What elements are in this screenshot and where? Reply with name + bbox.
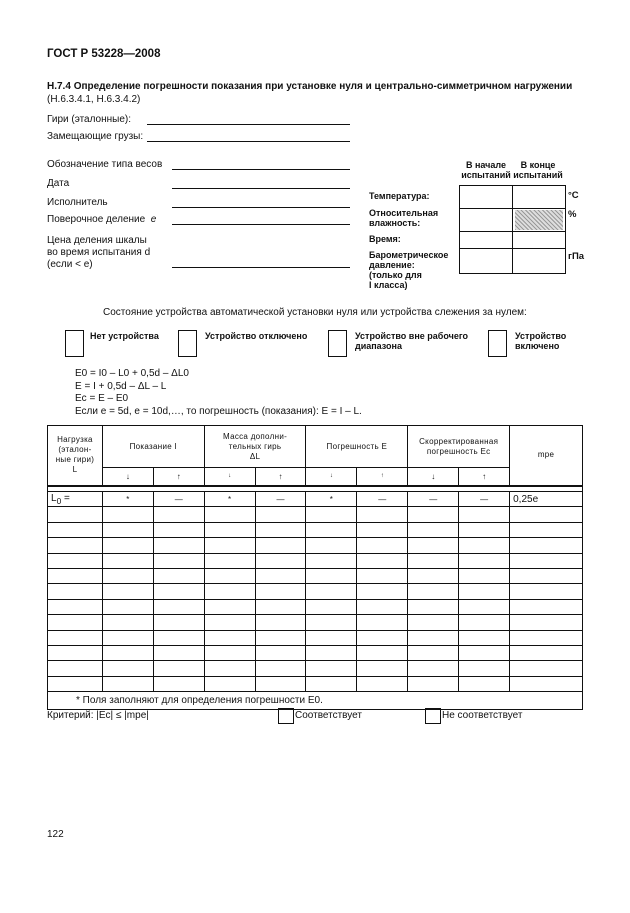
table-cell[interactable] <box>459 661 510 676</box>
env-cell[interactable] <box>513 232 566 249</box>
cell-dash: — <box>408 492 459 507</box>
table-cell[interactable] <box>255 553 306 568</box>
table-cell[interactable] <box>255 584 306 599</box>
opt-no-device: Нет устройства <box>90 331 159 341</box>
table-cell[interactable] <box>357 676 408 691</box>
arrow-up-icon: ↑ <box>357 468 408 486</box>
table-cell[interactable] <box>459 584 510 599</box>
table-cell[interactable] <box>357 568 408 583</box>
table-cell[interactable] <box>408 507 459 522</box>
table-cell[interactable] <box>357 507 408 522</box>
env-humidity-label: Относительная влажность: <box>369 208 439 228</box>
table-cell[interactable] <box>153 615 204 630</box>
checkbox-pass[interactable] <box>278 708 294 724</box>
table-cell[interactable] <box>357 615 408 630</box>
table-row <box>48 522 583 537</box>
formula-1: E0 = I0 – L0 + 0,5d – ΔL0 <box>75 368 189 379</box>
cell-asterisk[interactable]: * <box>102 492 153 507</box>
table-row <box>48 568 583 583</box>
header-mass: Масса дополни- тельных гирь ΔL <box>204 426 306 468</box>
table-cell[interactable] <box>102 522 153 537</box>
error-table <box>47 425 583 710</box>
table-cell[interactable] <box>153 661 204 676</box>
division-line[interactable] <box>172 267 350 268</box>
table-cell[interactable] <box>255 507 306 522</box>
formula-4: Если e = 5d, e = 10d,…, то погрешность (показания): E = I – L. <box>75 405 362 417</box>
table-cell[interactable] <box>408 630 459 645</box>
table-row <box>48 553 583 568</box>
table-cell[interactable] <box>204 645 255 660</box>
table-cell[interactable] <box>306 507 357 522</box>
table-cell[interactable] <box>255 645 306 660</box>
division-label: Цена деления шкалы во время испытания d (если < e) <box>47 235 151 270</box>
table-cell[interactable] <box>48 584 103 599</box>
table-cell[interactable] <box>102 645 153 660</box>
table-cell[interactable] <box>459 538 510 553</box>
substitute-line[interactable] <box>147 141 350 142</box>
table-cell[interactable] <box>153 507 204 522</box>
scale-type-line[interactable] <box>172 169 350 170</box>
env-unit-pres: гПа <box>568 251 585 262</box>
table-cell[interactable] <box>204 553 255 568</box>
env-table <box>459 185 566 274</box>
date-line[interactable] <box>172 188 350 189</box>
env-cell[interactable] <box>460 249 513 274</box>
table-cell[interactable] <box>510 615 583 630</box>
cell-dash: — <box>459 492 510 507</box>
formula-3: Ec = E – E0 <box>75 393 129 404</box>
table-cell[interactable] <box>357 599 408 614</box>
env-temperature-label: Температура: <box>369 191 430 201</box>
cell-l0[interactable]: $L_0$ = <box>48 492 103 507</box>
table-cell[interactable] <box>306 553 357 568</box>
table-cell[interactable] <box>153 599 204 614</box>
table-cell[interactable] <box>306 676 357 691</box>
table-cell[interactable] <box>255 630 306 645</box>
arrow-down-icon: ↓ <box>102 468 153 486</box>
table-row <box>48 630 583 645</box>
table-cell[interactable] <box>357 538 408 553</box>
criteria-fail-label: Не соответствует <box>442 710 523 721</box>
header-indication: Показание I <box>102 426 204 468</box>
cell-dash: — <box>153 492 204 507</box>
table-cell[interactable] <box>408 615 459 630</box>
weights-label: Гири (эталонные): <box>47 114 132 125</box>
criteria-label: Критерий: |Ec| ≤ |mpe| <box>47 710 149 721</box>
table-cell[interactable] <box>102 676 153 691</box>
table-cell[interactable] <box>459 522 510 537</box>
checkbox-device-off[interactable] <box>178 330 197 357</box>
table-cell[interactable] <box>153 538 204 553</box>
hatched-cell <box>515 210 563 230</box>
table-cell[interactable] <box>306 584 357 599</box>
table-cell[interactable] <box>153 630 204 645</box>
table-cell[interactable] <box>48 507 103 522</box>
table-cell[interactable] <box>510 661 583 676</box>
table-cell[interactable] <box>102 599 153 614</box>
verification-interval-line[interactable] <box>172 224 350 225</box>
table-cell[interactable] <box>204 661 255 676</box>
operator-line[interactable] <box>172 207 350 208</box>
env-pressure-label: Барометрическое давление: (только для I класса) <box>369 250 449 290</box>
cell-dash: — <box>255 492 306 507</box>
table-cell[interactable] <box>459 507 510 522</box>
opt-device-off: Устройство отключено <box>205 331 308 341</box>
table-cell[interactable] <box>204 507 255 522</box>
env-time-label: Время: <box>369 234 401 244</box>
table-cell[interactable] <box>408 645 459 660</box>
arrow-up-icon: ↑ <box>153 468 204 486</box>
table-cell[interactable] <box>357 522 408 537</box>
arrow-down-icon: ↓ <box>408 468 459 486</box>
table-cell[interactable] <box>153 676 204 691</box>
table-row <box>48 676 583 691</box>
cell-mpe-zero: 0,25e <box>510 492 583 507</box>
table-cell[interactable] <box>48 568 103 583</box>
table-cell[interactable] <box>204 630 255 645</box>
table-cell[interactable] <box>204 615 255 630</box>
env-unit-temp: °C <box>568 190 579 201</box>
table-cell[interactable] <box>48 615 103 630</box>
header-mpe: mpe <box>510 426 583 486</box>
header-load: Нагрузка (эталон- ные гири) L <box>48 426 103 486</box>
table-cell[interactable] <box>408 599 459 614</box>
table-cell[interactable] <box>204 584 255 599</box>
table-row <box>48 599 583 614</box>
section-number: Н.7.4 <box>47 81 71 92</box>
table-cell[interactable] <box>510 599 583 614</box>
table-cell[interactable] <box>357 630 408 645</box>
table-cell[interactable] <box>510 584 583 599</box>
arrow-down-icon: ↓ <box>204 468 255 486</box>
env-col-end: В конце испытаний <box>513 160 563 180</box>
env-col-start: В начале испытаний <box>461 160 511 180</box>
table-cell[interactable] <box>459 568 510 583</box>
table-cell[interactable] <box>102 615 153 630</box>
cell-dash: — <box>357 492 408 507</box>
formulas <box>75 368 362 418</box>
table-cell[interactable] <box>459 615 510 630</box>
table-cell[interactable] <box>48 676 103 691</box>
env-cell <box>513 209 566 232</box>
table-cell[interactable] <box>408 522 459 537</box>
table-cell[interactable] <box>153 522 204 537</box>
verification-interval-label: Поверочное деление e <box>47 214 157 225</box>
table-cell[interactable] <box>510 630 583 645</box>
operator-label: Исполнитель <box>47 197 108 208</box>
table-cell[interactable] <box>102 507 153 522</box>
table-cell[interactable] <box>204 522 255 537</box>
table-cell[interactable] <box>153 645 204 660</box>
section-refs: (Н.6.3.4.1, Н.6.3.4.2) <box>47 94 141 105</box>
table-cell[interactable] <box>255 538 306 553</box>
substitute-label: Замещающие грузы: <box>47 131 144 142</box>
table-cell[interactable] <box>306 630 357 645</box>
table-cell[interactable] <box>408 538 459 553</box>
table-cell[interactable] <box>357 645 408 660</box>
table-cell[interactable] <box>48 553 103 568</box>
table-cell[interactable] <box>48 538 103 553</box>
table-cell[interactable] <box>306 522 357 537</box>
env-unit-hum: % <box>568 209 577 220</box>
env-cell[interactable] <box>460 232 513 249</box>
table-cell[interactable] <box>408 676 459 691</box>
table-cell[interactable] <box>408 568 459 583</box>
weights-line[interactable] <box>147 124 350 125</box>
table-cell[interactable] <box>204 538 255 553</box>
table-cell[interactable] <box>459 599 510 614</box>
table-cell[interactable] <box>510 676 583 691</box>
table-cell[interactable] <box>459 676 510 691</box>
table-cell[interactable] <box>459 630 510 645</box>
table-cell[interactable] <box>357 553 408 568</box>
opt-device-on: Устройство включено <box>515 331 567 351</box>
section-title <box>47 80 582 106</box>
table-cell[interactable] <box>102 568 153 583</box>
table-cell[interactable] <box>306 661 357 676</box>
table-cell[interactable] <box>306 645 357 660</box>
table-cell[interactable] <box>102 661 153 676</box>
checkbox-fail[interactable] <box>425 708 441 724</box>
table-cell[interactable] <box>153 553 204 568</box>
arrow-up-icon: ↑ <box>255 468 306 486</box>
table-cell[interactable] <box>204 599 255 614</box>
table-cell[interactable] <box>408 584 459 599</box>
table-cell[interactable] <box>510 553 583 568</box>
table-cell[interactable] <box>153 584 204 599</box>
table-cell[interactable] <box>255 661 306 676</box>
table-cell[interactable] <box>255 615 306 630</box>
formula-2: E = I + 0,5d – ΔL – L <box>75 380 167 392</box>
opt-out-of-range: Устройство вне рабочего диапазона <box>355 331 468 351</box>
scale-type-label: Обозначение типа весов <box>47 159 163 170</box>
table-cell[interactable] <box>204 568 255 583</box>
table-cell[interactable] <box>102 553 153 568</box>
table-footnote: * Поля заполняют для определения погрешности E0. <box>48 692 583 710</box>
section-heading: Определение погрешности показания при установке нуля и центрально-симметричном нагружении <box>73 81 573 92</box>
table-cell[interactable] <box>48 645 103 660</box>
env-cell[interactable] <box>460 209 513 232</box>
table-cell[interactable] <box>255 676 306 691</box>
table-cell[interactable] <box>459 553 510 568</box>
document-header: ГОСТ Р 53228—2008 <box>47 48 161 60</box>
table-cell[interactable] <box>102 538 153 553</box>
env-cell[interactable] <box>460 186 513 209</box>
table-cell[interactable] <box>102 630 153 645</box>
table-cell[interactable] <box>357 661 408 676</box>
table-row <box>48 507 583 522</box>
header-error: Погрешность E <box>306 426 408 468</box>
table-cell[interactable] <box>510 507 583 522</box>
table-cell[interactable] <box>255 522 306 537</box>
table-cell[interactable] <box>306 615 357 630</box>
table-row <box>48 584 583 599</box>
arrow-down-icon: ↓ <box>306 468 357 486</box>
table-row-zero <box>48 492 583 507</box>
cell-asterisk[interactable]: * <box>204 492 255 507</box>
table-cell[interactable] <box>408 661 459 676</box>
table-row <box>48 615 583 630</box>
checkbox-device-on[interactable] <box>488 330 507 357</box>
table-cell[interactable] <box>510 522 583 537</box>
table-cell[interactable] <box>408 553 459 568</box>
table-cell[interactable] <box>510 568 583 583</box>
table-cell[interactable] <box>255 599 306 614</box>
checkbox-no-device[interactable] <box>65 330 84 357</box>
page-number: 122 <box>47 829 64 840</box>
date-label: Дата <box>47 178 70 189</box>
zero-device-caption: Состояние устройства автоматической установки нуля или устройства слежения за нулем: <box>103 307 527 318</box>
table-cell[interactable] <box>48 599 103 614</box>
table-cell[interactable] <box>204 676 255 691</box>
table-cell[interactable] <box>306 599 357 614</box>
table-row <box>48 538 583 553</box>
arrow-up-icon: ↑ <box>459 468 510 486</box>
env-cell[interactable] <box>513 186 566 209</box>
table-cell[interactable] <box>357 584 408 599</box>
checkbox-out-of-range[interactable] <box>328 330 347 357</box>
table-cell[interactable] <box>153 568 204 583</box>
table-cell[interactable] <box>510 538 583 553</box>
table-cell[interactable] <box>48 630 103 645</box>
table-cell[interactable] <box>255 568 306 583</box>
env-cell[interactable] <box>513 249 566 274</box>
table-cell[interactable] <box>48 661 103 676</box>
table-cell[interactable] <box>102 584 153 599</box>
table-cell[interactable] <box>306 538 357 553</box>
criteria-pass-label: Соответствует <box>295 710 362 721</box>
header-corrected-error: Скорректированная погрешность Ec <box>408 426 510 468</box>
table-cell[interactable] <box>510 645 583 660</box>
table-row <box>48 661 583 676</box>
table-row <box>48 645 583 660</box>
table-cell[interactable] <box>48 522 103 537</box>
cell-asterisk[interactable]: * <box>306 492 357 507</box>
table-cell[interactable] <box>306 568 357 583</box>
table-cell[interactable] <box>459 645 510 660</box>
